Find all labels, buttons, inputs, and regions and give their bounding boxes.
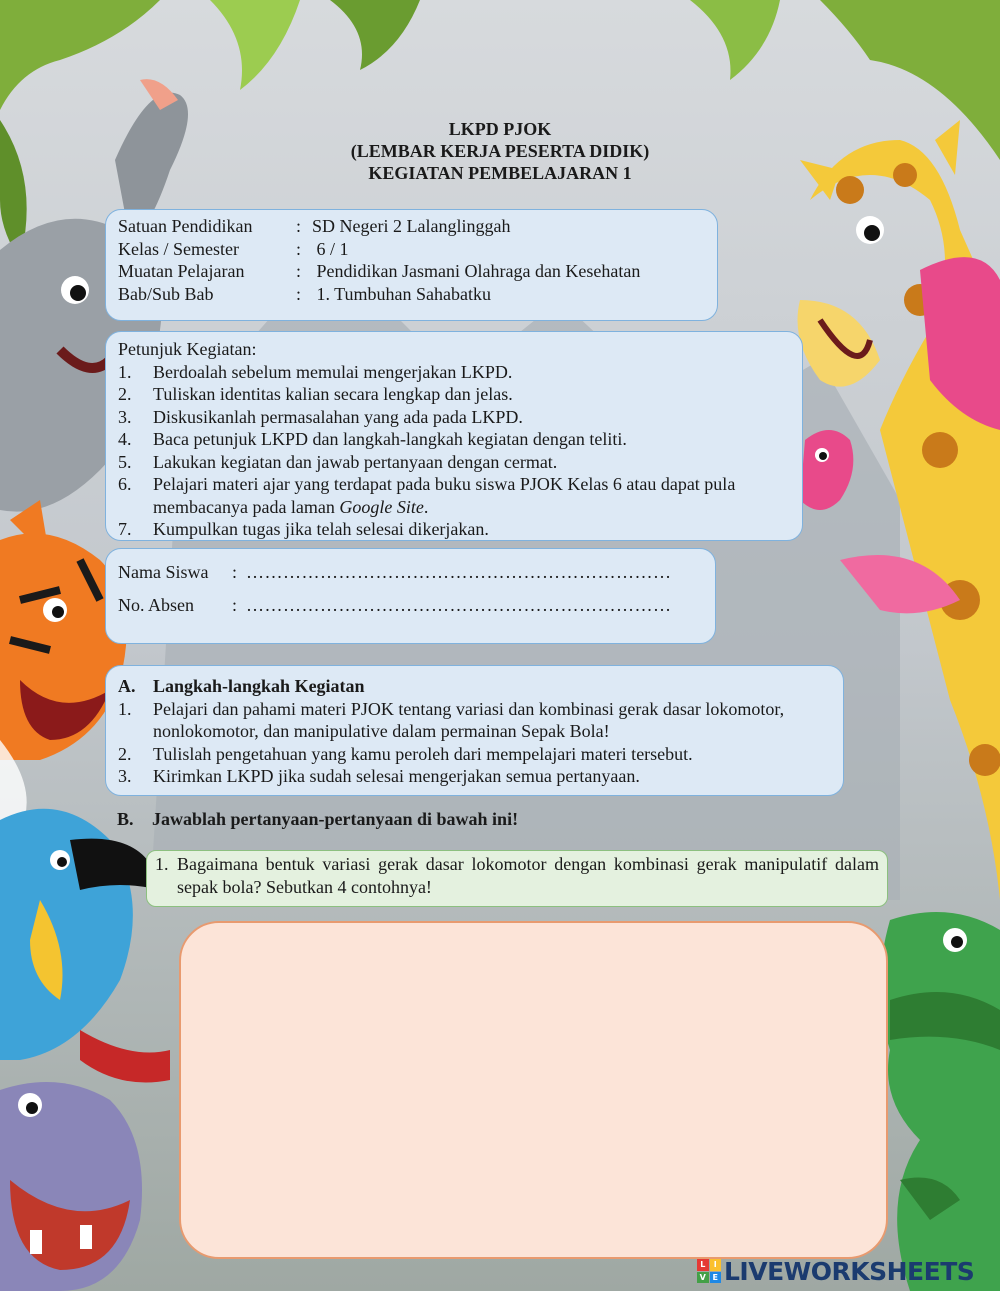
info-row-muatan [118,260,705,283]
instructions-title: Petunjuk Kegiatan: [118,339,257,359]
name-sep: : [232,562,238,582]
item-text: Baca petunjuk LKPD dan langkah-langkah kegiatan dengan teliti. [153,429,627,449]
info-value: Pendidikan Jasmani Olahraga dan Kesehatan [312,261,641,281]
title-line-2: (LEMBAR KERJA PESERTA DIDIK) [350,141,650,161]
instructions-panel [105,331,803,541]
item-number: 7. [118,519,132,539]
item-number: 3. [118,766,132,786]
activity-steps-panel [105,665,844,796]
item-number: 1. [118,361,132,382]
title-line-1: LKPD PJOK [448,119,552,139]
question-text: Bagaimana bentuk variasi gerak dasar lokomotor dengan kombinasi gerak manipulatif dalam sepak bola? Sebutkan 4 contohnya! [177,854,879,897]
item-text: Diskusikanlah permasalahan yang ada pada LKPD. [153,406,523,427]
item-text: Kirimkan LKPD jika sudah selesai mengerjakan semua pertanyaan. [153,766,640,786]
info-value: 1. Tumbuhan Sahabatku [312,283,492,304]
section-b-number: B. [117,809,134,829]
name-row [118,561,703,584]
item-number: 2. [118,384,132,404]
school-info-panel [105,209,718,321]
liveworksheets-wordmark: LIVEWORKSHEETS [724,1256,975,1286]
info-label: Bab/Sub Bab [118,283,214,304]
absen-label: No. Absen [118,594,194,615]
student-identity-panel [105,548,716,644]
list-item [118,406,790,429]
item-text: Pelajari dan pahami materi PJOK tentang variasi dan kombinasi gerak dasar lokomotor, nonlokomotor, dan manipulative dalam permainan Sepak Bola! [153,698,785,741]
list-item [118,361,790,384]
absen-field[interactable]: …………………………………………………………… [246,594,672,615]
section-a-title: Langkah-langkah Kegiatan [153,676,365,696]
name-label: Nama Siswa [118,562,209,582]
item-number: 2. [118,743,132,764]
item-number: 5. [118,451,132,472]
info-row-satuan [118,215,705,238]
google-site-text: Google Site [339,496,424,517]
absen-sep: : [232,594,238,615]
item-text [153,473,790,518]
section-b-heading [117,809,518,830]
item-number: 6. [118,474,132,494]
item-text: Tuliskan identitas kalian secara lengkap dan jelas. [153,384,513,404]
item-text: Kumpulkan tugas jika telah selesai dikerjakan. [153,519,489,539]
activity-steps-list [118,698,831,788]
section-a-number: A. [118,676,136,696]
instructions-list [118,361,790,541]
liveworksheets-logo-icon [697,1259,721,1283]
info-row-bab [118,283,705,306]
info-sep: : [296,261,302,281]
logo-letter: V [697,1272,709,1284]
name-field[interactable]: …………………………………………………………… [246,562,672,582]
logo-letter: L [697,1259,709,1271]
logo-letter: E [710,1272,722,1284]
question-1 [146,850,888,907]
hippo-icon [0,1082,142,1291]
section-b-title: Jawablah pertanyaan-pertanyaan di bawah ini! [152,809,519,829]
item-text-part: Pelajari materi ajar yang terdapat pada buku siswa PJOK Kelas 6 atau dapat pula membacanya pada laman [153,474,736,517]
absen-row [118,594,703,617]
list-item [118,518,790,541]
list-item [118,743,831,766]
logo-letter: I [710,1259,722,1271]
question-number: 1. [155,854,169,874]
item-number: 3. [118,406,132,427]
liveworksheets-logo [697,1255,974,1287]
list-item [118,473,790,518]
answer-textbox[interactable] [179,921,888,1259]
page-title [250,118,750,184]
info-label: Satuan Pendidikan [118,216,253,236]
info-value: 6 / 1 [312,238,349,259]
info-label: Muatan Pelajaran [118,261,245,281]
list-item [118,383,790,406]
item-text: Lakukan kegiatan dan jawab pertanyaan dengan cermat. [153,451,558,472]
info-sep: : [296,238,302,259]
item-number: 4. [118,429,132,449]
item-text: Tulislah pengetahuan yang kamu peroleh dari mempelajari materi tersebut. [153,743,693,764]
item-text: Berdoalah sebelum memulai mengerjakan LKPD. [153,361,513,382]
info-sep: : [296,216,302,236]
list-item [118,765,831,788]
section-a-heading [118,675,831,698]
crocodile-icon [880,912,1000,1291]
item-text-end: . [423,496,429,517]
list-item [118,698,831,743]
info-sep: : [296,283,302,304]
info-value: SD Negeri 2 Lalanglinggah [312,216,511,236]
info-label: Kelas / Semester [118,238,239,259]
list-item [118,428,790,451]
info-row-kelas [118,238,705,261]
list-item [118,451,790,474]
title-line-3: KEGIATAN PEMBELAJARAN 1 [368,163,632,183]
item-number: 1. [118,698,132,719]
